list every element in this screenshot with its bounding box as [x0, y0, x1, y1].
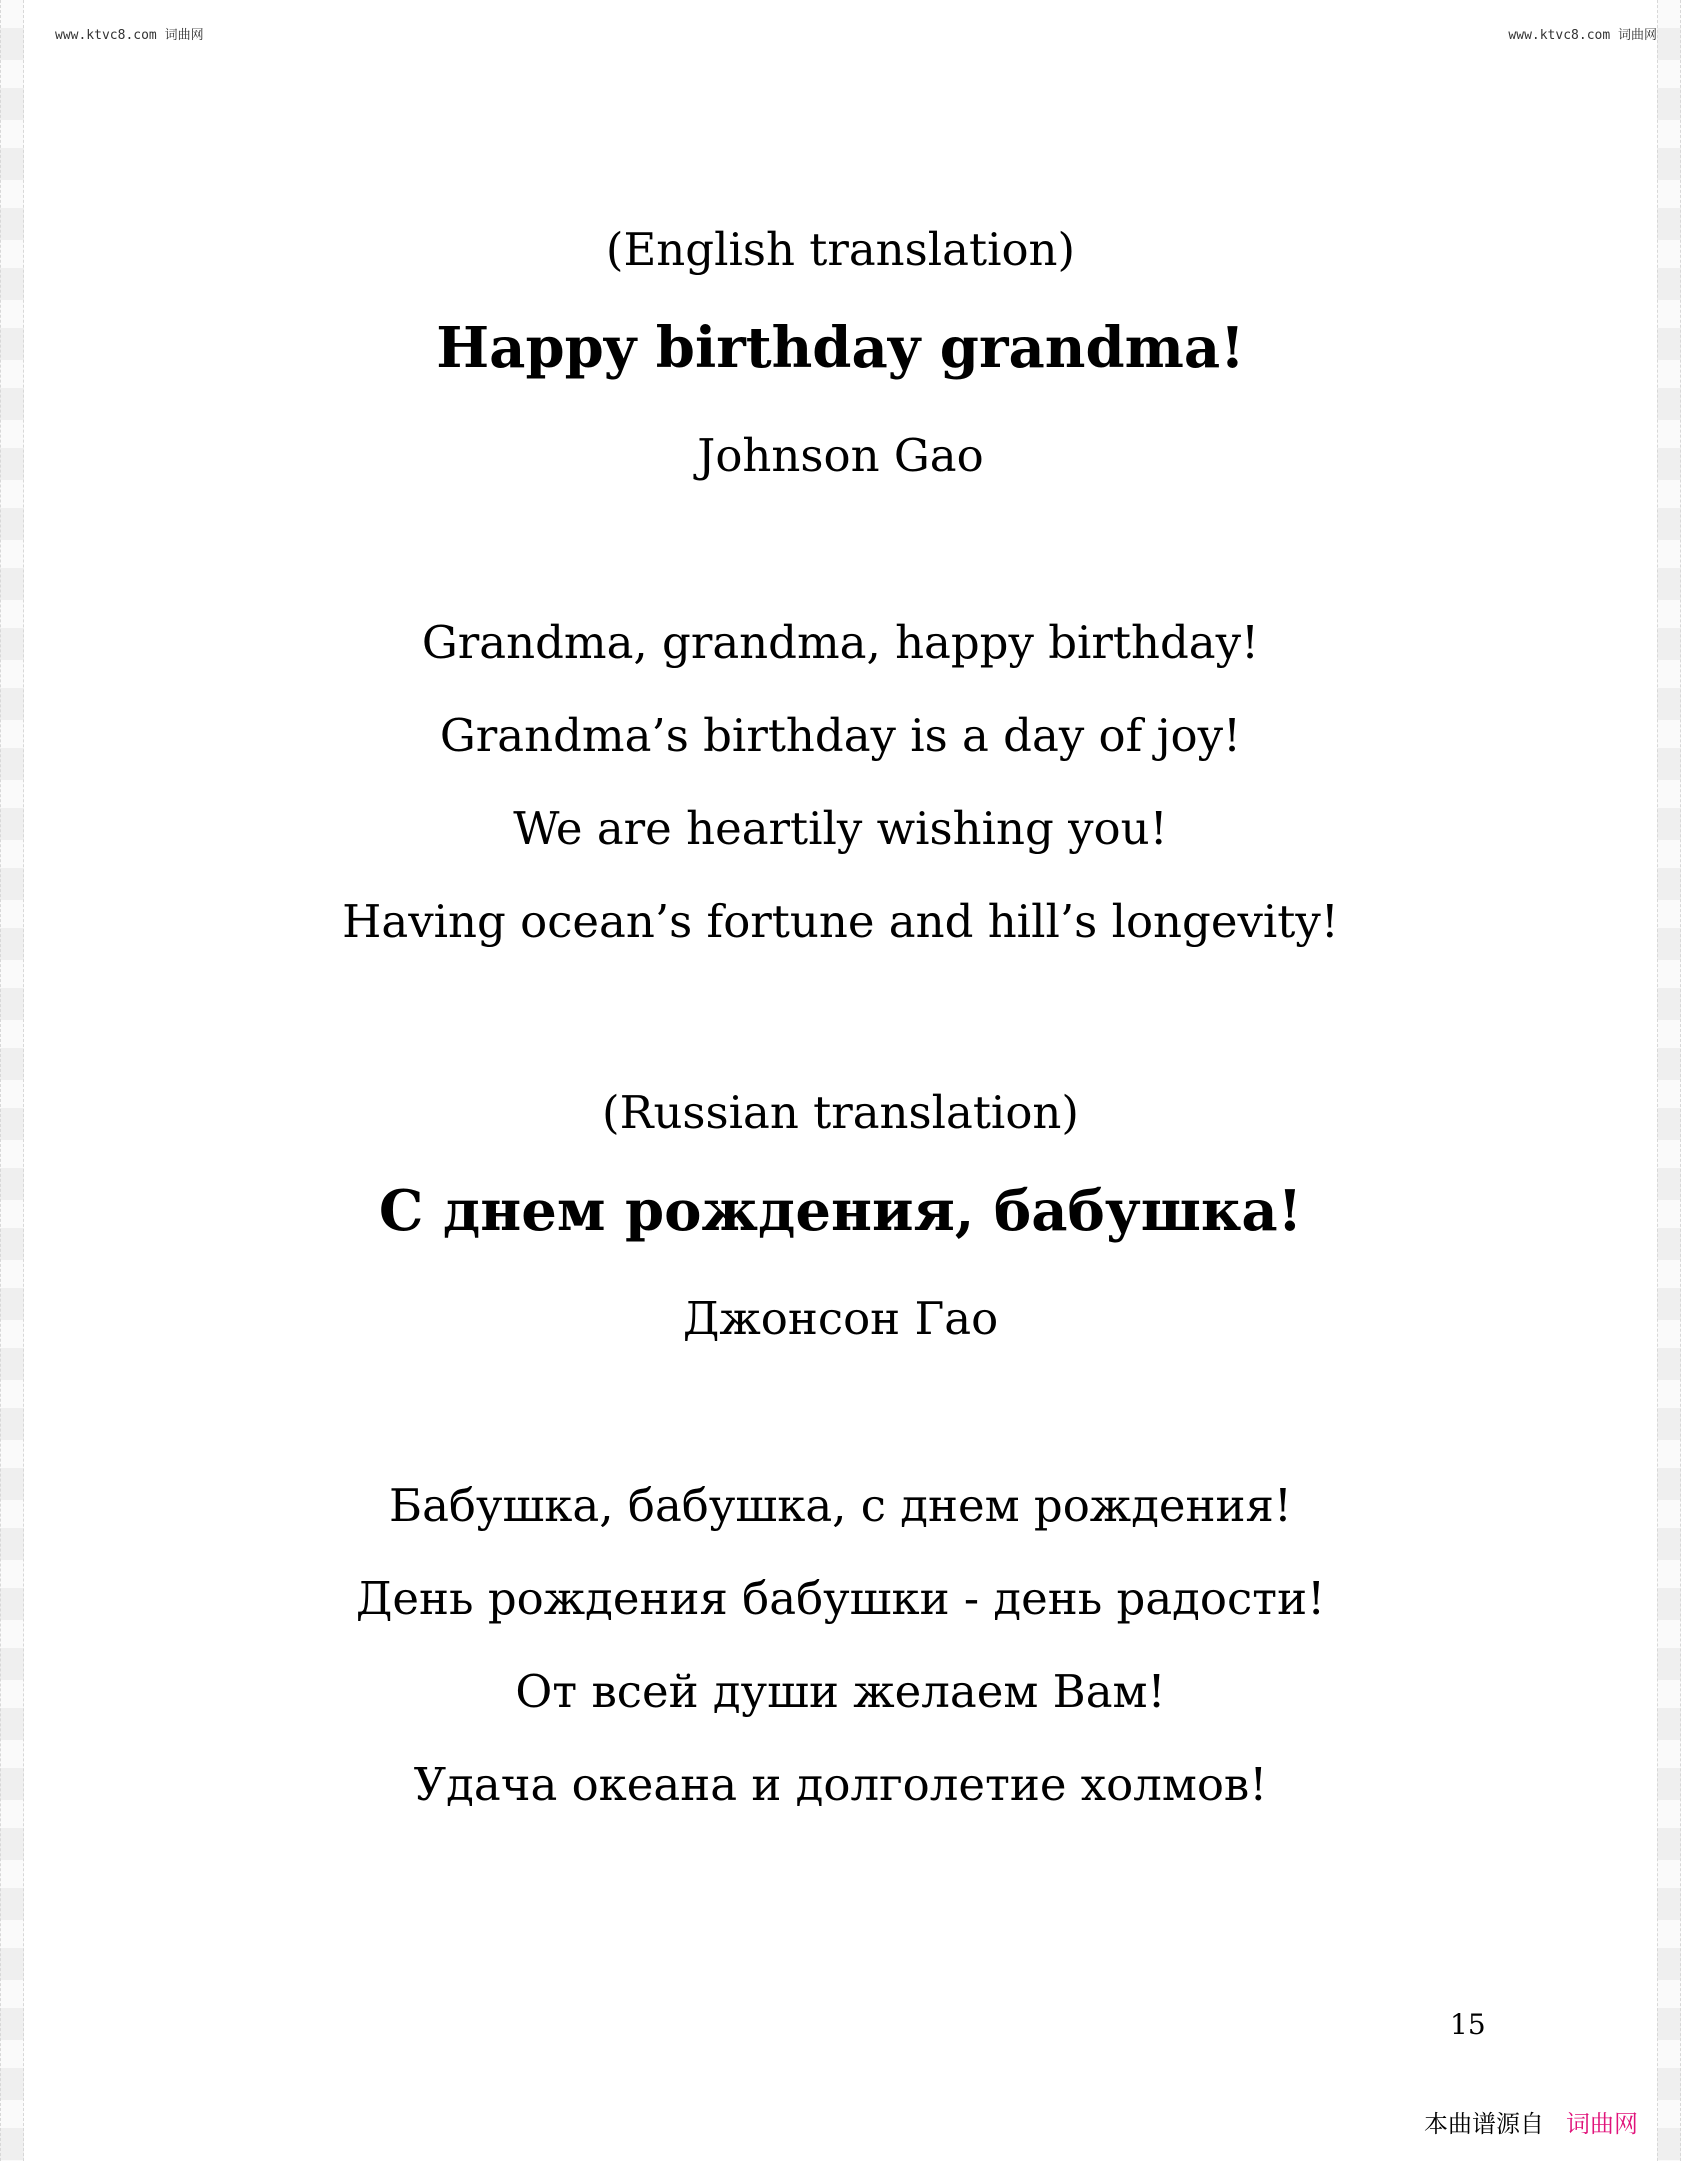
russian-line-1: Бабушка, бабушка, с днем рождения!: [389, 1479, 1292, 1532]
russian-line-4: Удача океана и долголетие холмов!: [413, 1758, 1268, 1811]
header-left-site-link[interactable]: www.ktvc8.com 词曲网: [55, 28, 204, 43]
russian-author: Джонсон Гао: [682, 1292, 999, 1345]
english-line-1: Grandma, grandma, happy birthday!: [421, 616, 1260, 669]
page-number: 15: [1450, 2008, 1486, 2041]
russian-section-label: (Russian translation): [602, 1086, 1079, 1139]
english-title: Happy birthday grandma!: [436, 315, 1245, 381]
russian-title: С днем рождения, бабушка!: [378, 1178, 1303, 1244]
english-author: Johnson Gao: [697, 429, 984, 482]
russian-line-3: От всей души желаем Вам!: [515, 1665, 1166, 1718]
english-line-2: Grandma’s birthday is a day of joy!: [439, 709, 1242, 762]
header-right-site-link[interactable]: www.ktvc8.com 词曲网: [1508, 28, 1657, 43]
footer-site-link[interactable]: 词曲网: [1566, 2110, 1638, 2138]
english-line-4: Having ocean’s fortune and hill’s longevity!: [342, 895, 1339, 948]
footer-source: [1424, 2104, 1638, 2139]
russian-line-2: День рождения бабушки - день радости!: [355, 1572, 1326, 1625]
english-line-3: We are heartily wishing you!: [513, 802, 1168, 855]
english-section-label: (English translation): [605, 223, 1076, 276]
footer-source-text: 本曲谱源自: [1424, 2110, 1544, 2138]
